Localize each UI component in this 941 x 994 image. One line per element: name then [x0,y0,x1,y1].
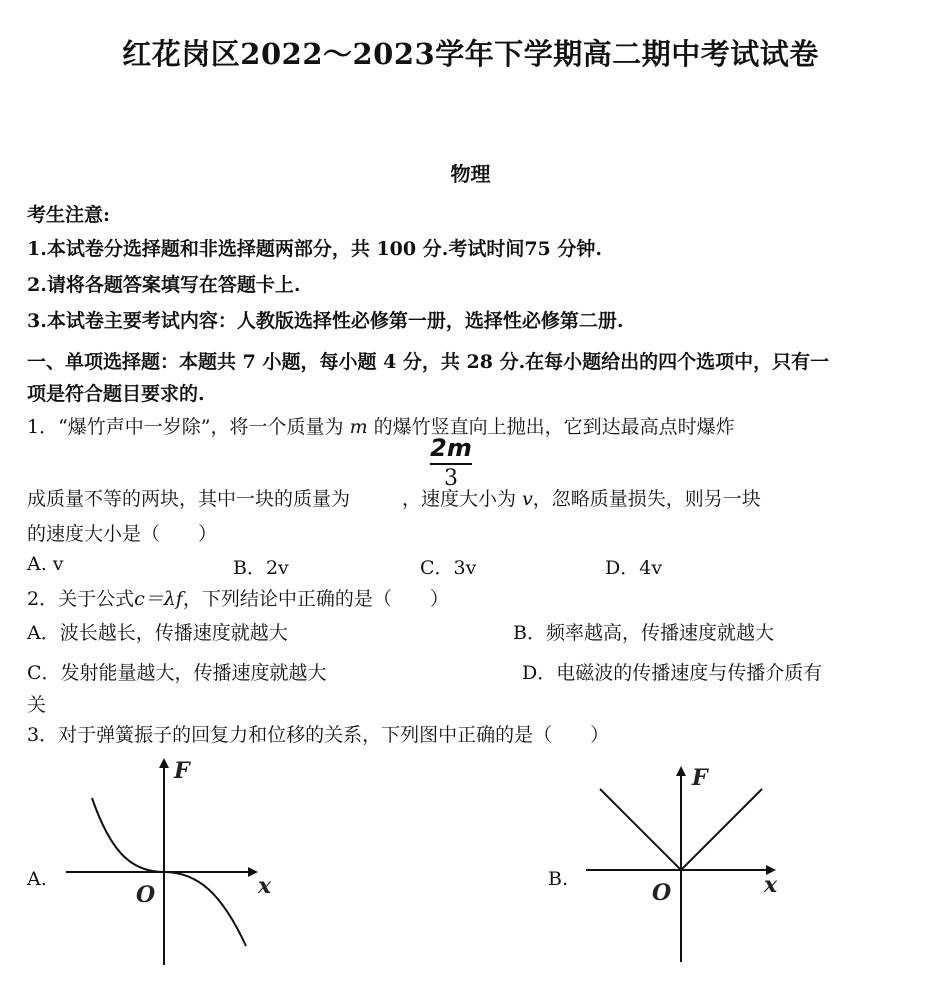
q2-option-d: D．电磁波的传播速度与传播介质有 [522,662,823,684]
q1-option-d: D．4v [605,557,663,579]
q2-text: 2．关于公式 [27,588,135,610]
exam-title: 红花岗区2022～2023学年下学期高二期中考试试卷 [122,37,819,71]
q3-graph-a-label: A. [27,868,47,890]
notice-item: 1.本试卷分选择题和非选择题两部分，共 100 分.考试时间75 分钟. [27,238,603,260]
origin-label: O [136,882,156,908]
section-heading: 一、单项选择题：本题共 7 小题，每小题 4 分，共 28 分.在每小题给出的四个选项中，只有一 [27,351,830,373]
q3-graph-b-label: B. [548,868,569,890]
q1-option-b: B．2v [233,557,289,579]
q2-text: ，下列结论中正确的是（ ） [182,588,449,610]
q3-stem: 3．对于弹簧振子的回复力和位移的关系，下列图中正确的是（ ） [27,724,610,746]
q1-option-a: A. v [27,553,64,575]
origin-label: O [652,880,672,906]
q1-text: 1．“爆竹声中一岁除”，将一个质量为 [27,416,350,438]
q1-mass-var: m [349,416,368,438]
q2-option-b: B．频率越高，传播速度就越大 [513,622,774,644]
fraction-denominator: 3 [444,466,458,491]
subject-title: 物理 [450,162,491,186]
notice-heading: 考生注意: [27,204,111,226]
fraction-numerator: 2m [430,434,472,462]
q1-text: ，速度大小为 [402,488,523,510]
q2-option-d-cont: 关 [27,694,47,716]
q2-option-c: C．发射能量越大，传播速度就越大 [27,662,327,684]
x-axis-label: x [258,873,272,899]
y-axis-label: F [692,765,708,791]
notice-item: 2.请将各题答案填写在答题卡上. [27,274,301,296]
q1-text: 成质量不等的两块，其中一块的质量为 [27,488,351,510]
q1-line3: 的速度大小是（ ） [27,523,218,545]
x-axis-label: x [764,872,778,898]
section-heading-cont: 项是符合题目要求的. [27,383,205,405]
q1-speed-var: v [522,488,533,510]
q2-option-a: A．波长越长，传播速度就越大 [27,622,288,644]
notice-item: 3.本试卷主要考试内容：人教版选择性必修第一册，选择性必修第二册. [27,310,624,332]
y-axis-label: F [174,758,190,784]
q1-text: 的爆竹竖直向上抛出，它到达最高点时爆炸 [367,416,735,438]
q1-text: ，忽略质量损失，则另一块 [532,488,761,510]
q2-formula: c＝λf [134,588,183,610]
q1-option-c: C．3v [420,557,477,579]
